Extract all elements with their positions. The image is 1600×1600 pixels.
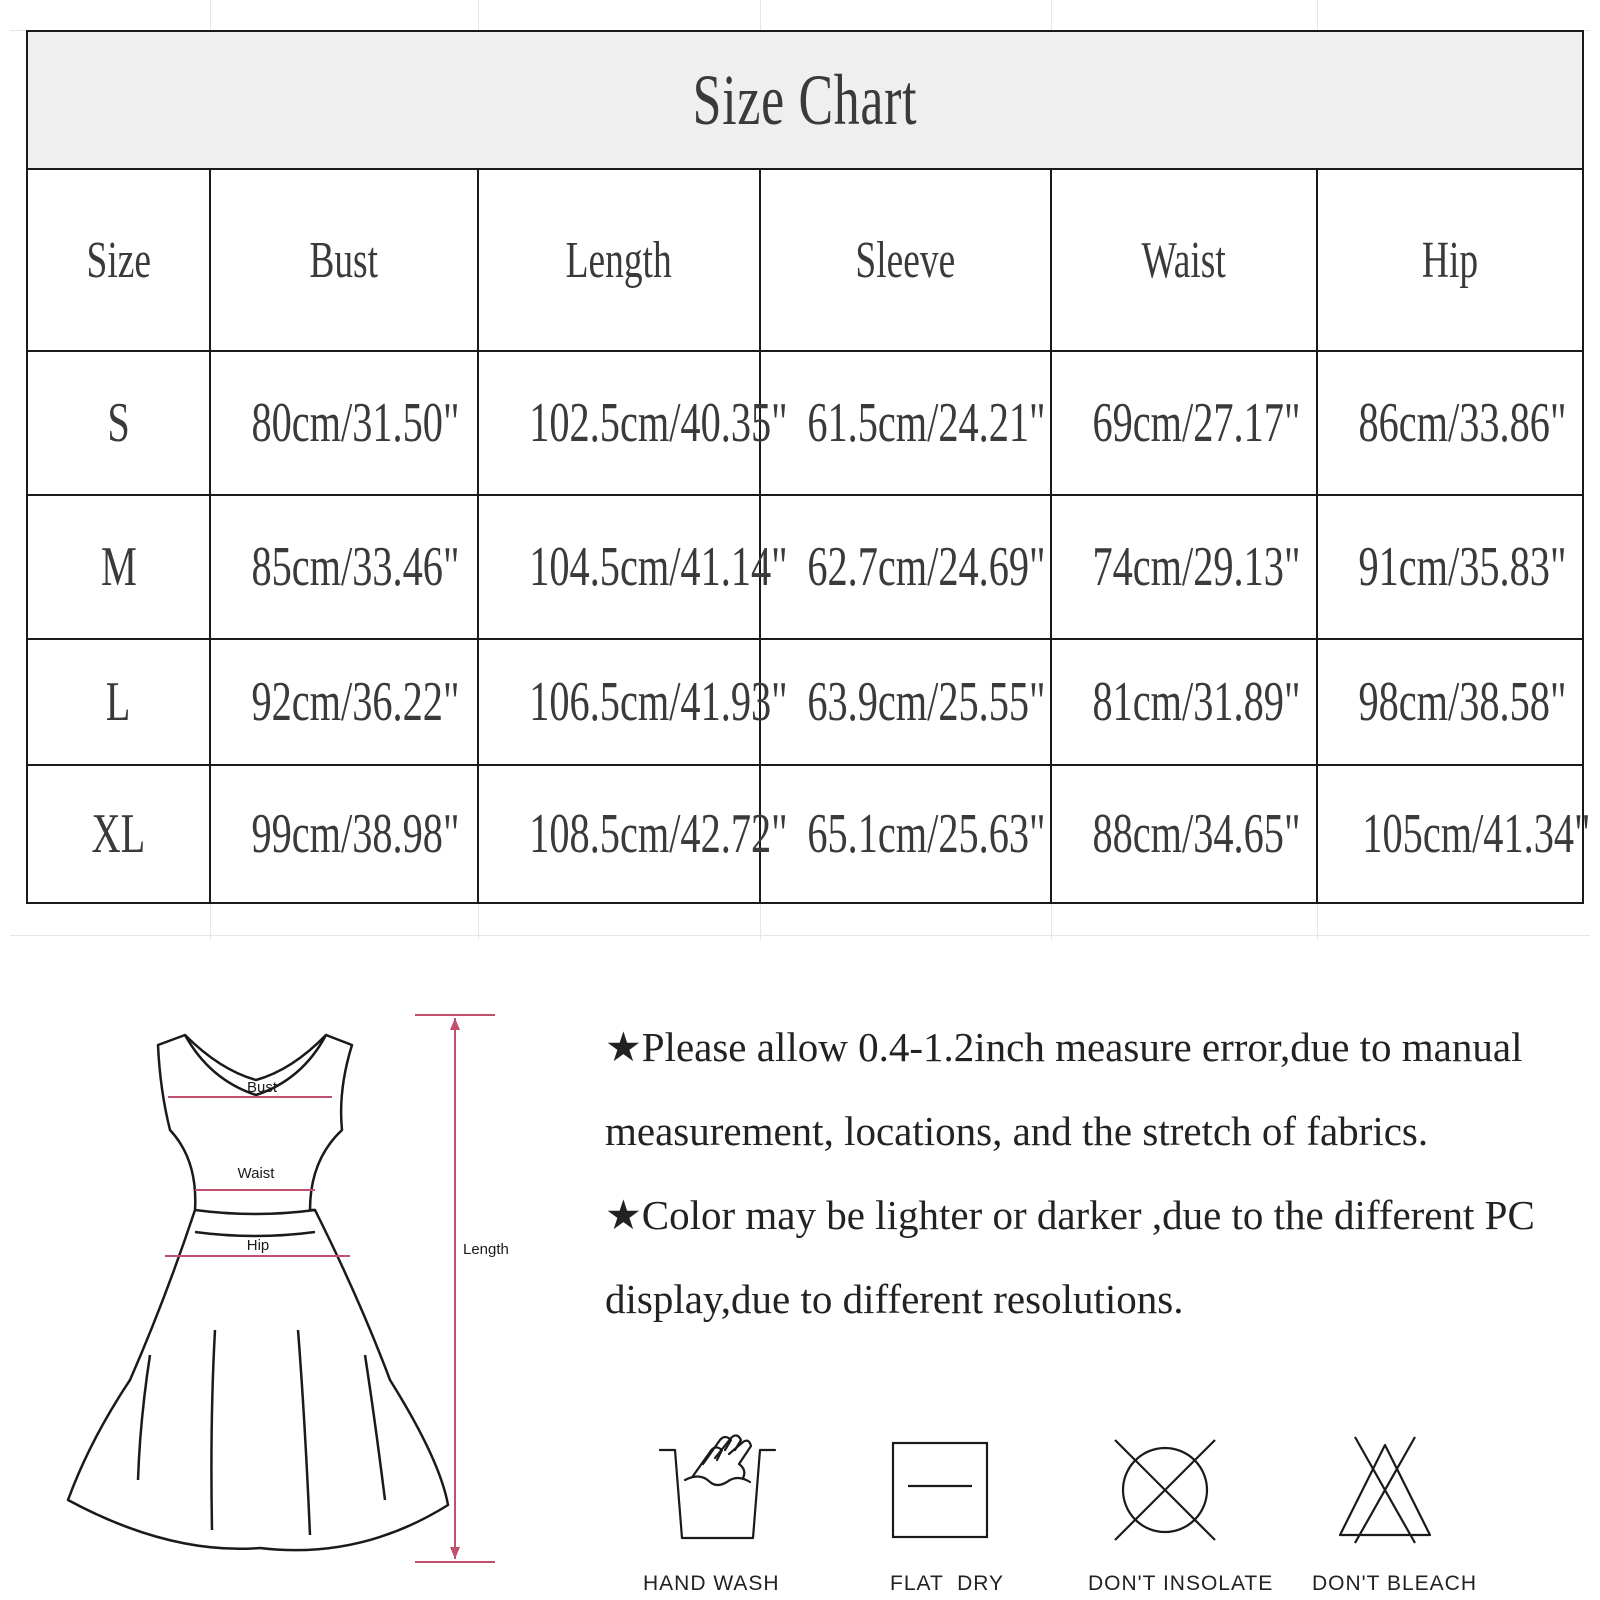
table-cell: 62.7cm/24.69" bbox=[760, 495, 1051, 639]
care-label-dont-bleach: DON'T BLEACH bbox=[1312, 1572, 1477, 1595]
table-cell: 74cm/29.13" bbox=[1051, 495, 1317, 639]
size-chart-table bbox=[26, 30, 1591, 904]
table-cell: 99cm/38.98" bbox=[210, 765, 478, 903]
header-hip: Hip bbox=[1317, 169, 1583, 351]
table-cell: 106.5cm/41.93" bbox=[478, 639, 760, 765]
header-bust: Bust bbox=[210, 169, 478, 351]
note-color: ★Color may be lighter or darker ,due to the different PC display,due to different resolutions. bbox=[605, 1192, 1535, 1322]
size-chart-title: Size Chart bbox=[27, 31, 1583, 169]
hand-wash-icon bbox=[655, 1430, 780, 1550]
table-cell: S bbox=[27, 351, 210, 495]
dont-bleach-icon bbox=[1335, 1435, 1435, 1545]
care-label-dont-insolate: DON'T INSOLATE bbox=[1088, 1572, 1274, 1595]
care-label-hand-wash: HAND WASH bbox=[643, 1572, 780, 1595]
table-cell: 63.9cm/25.55" bbox=[760, 639, 1051, 765]
table-cell: 102.5cm/40.35" bbox=[478, 351, 760, 495]
header-size: Size bbox=[27, 169, 210, 351]
note-measure-error: ★Please allow 0.4-1.2inch measure error,due to manual measurement, locations, and the stretch of fabrics. bbox=[605, 1024, 1523, 1154]
table-cell: 108.5cm/42.72" bbox=[478, 765, 760, 903]
table-cell: 65.1cm/25.63" bbox=[760, 765, 1051, 903]
table-cell: 104.5cm/41.14" bbox=[478, 495, 760, 639]
table-cell: 88cm/34.65" bbox=[1051, 765, 1317, 903]
table-row bbox=[27, 495, 1583, 639]
table-cell: 80cm/31.50" bbox=[210, 351, 478, 495]
table-cell: 86cm/33.86" bbox=[1317, 351, 1583, 495]
measurement-lines bbox=[165, 1015, 495, 1562]
table-cell: 61.5cm/24.21" bbox=[760, 351, 1051, 495]
table-cell: 69cm/27.17" bbox=[1051, 351, 1317, 495]
dress-measurement-diagram bbox=[60, 1000, 540, 1580]
table-row bbox=[27, 639, 1583, 765]
table-cell: M bbox=[27, 495, 210, 639]
bust-label: Bust bbox=[246, 1079, 278, 1096]
table-cell: 98cm/38.58" bbox=[1317, 639, 1583, 765]
dont-insolate-icon bbox=[1110, 1435, 1220, 1545]
table-cell: L bbox=[27, 639, 210, 765]
table-cell: 91cm/35.83" bbox=[1317, 495, 1583, 639]
hip-label: Hip bbox=[246, 1237, 270, 1254]
dress-outline bbox=[68, 1035, 448, 1550]
grid-guide bbox=[10, 935, 1590, 936]
length-label: Length bbox=[463, 1241, 509, 1258]
waist-label: Waist bbox=[237, 1165, 275, 1182]
care-label-flat-dry: FLAT DRY bbox=[890, 1572, 1005, 1595]
table-cell: XL bbox=[27, 765, 210, 903]
table-cell: 85cm/33.46" bbox=[210, 495, 478, 639]
flat-dry-icon bbox=[890, 1440, 990, 1540]
table-cell: 105cm/41.34" bbox=[1317, 765, 1583, 903]
table-cell: 81cm/31.89" bbox=[1051, 639, 1317, 765]
header-row bbox=[27, 169, 1583, 351]
notes-block bbox=[605, 1005, 1585, 1341]
table-row bbox=[27, 351, 1583, 495]
table-row bbox=[27, 765, 1583, 903]
table-cell: 92cm/36.22" bbox=[210, 639, 478, 765]
header-sleeve: Sleeve bbox=[760, 169, 1051, 351]
header-length: Length bbox=[478, 169, 760, 351]
header-waist: Waist bbox=[1051, 169, 1317, 351]
